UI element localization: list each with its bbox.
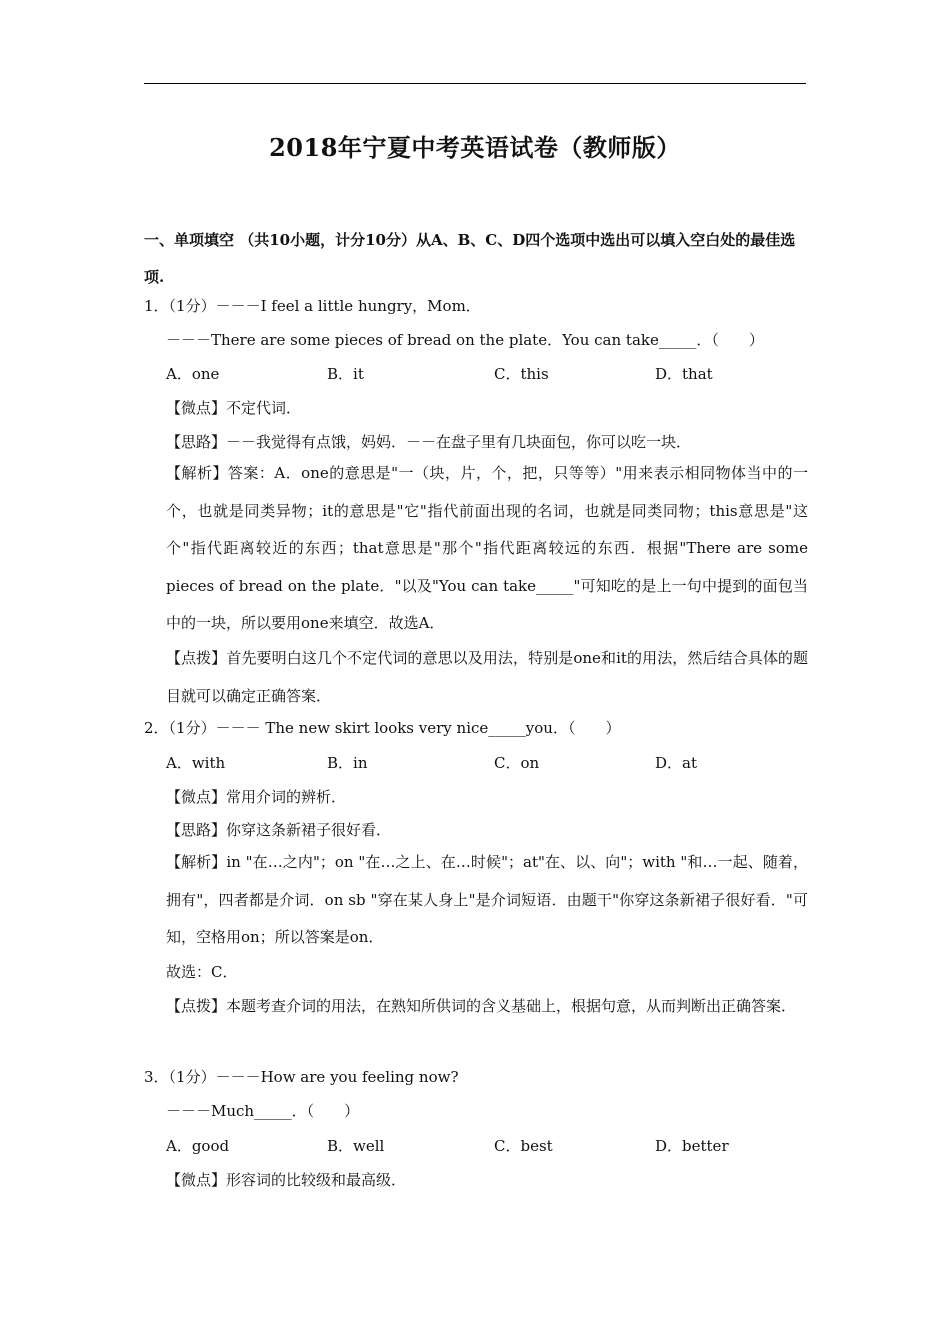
- question-2-dianbo: 【点拨】本题考查介词的用法，在熟知所供词的含义基础上，根据句意，从而判断出正确答案．: [166, 997, 797, 1015]
- question-2-option-b: B．in: [327, 754, 368, 772]
- question-1-option-c: C．this: [494, 365, 549, 383]
- question-3-option-d: D．better: [655, 1137, 729, 1155]
- question-2-jiexi: 【解析】in "在…之内"；on "在…之上、在…时候"；at"在、以、向"；with "和…一起、随着，拥有"，四者都是介词．on sb "穿在某人身上"是介词短语．由题干"你穿这条新裙子很好看．"可知，空格用on；所以答案是on．: [166, 853, 808, 946]
- question-1-weidian: 【微点】不定代词．: [166, 399, 302, 417]
- question-1-stem: 1．（1分）－－－I feel a little hungry，Mom．: [144, 297, 481, 315]
- question-2-silu: 【思路】你穿这条新裙子很好看．: [166, 821, 392, 839]
- question-3-option-a: A．good: [166, 1137, 230, 1155]
- question-2-stem: 2．（1分）－－－ The new skirt looks very nice_____you．（ ）: [144, 719, 621, 737]
- question-3-weidian: 【微点】形容词的比较级和最高级．: [166, 1171, 407, 1189]
- question-3-stem: 3．（1分）－－－How are you feeling now?: [144, 1068, 459, 1086]
- question-1-dianbo: 【点拨】首先要明白这几个不定代词的意思以及用法，特别是one和it的用法，然后结合具体的题目就可以确定正确答案．: [166, 649, 808, 705]
- question-3-option-b: B．well: [327, 1137, 385, 1155]
- question-3-stem-2: －－－Much_____．（ ）: [166, 1102, 360, 1120]
- section-heading: 一、单项填空 （共10小题，计分10分）从A、B、C、D四个选项中选出可以填入空白处的最佳选项.: [144, 231, 796, 286]
- document-title: 2018年宁夏中考英语试卷（教师版）: [269, 133, 681, 162]
- question-2-option-d: D．at: [655, 754, 697, 772]
- question-1-stem-2: －－－There are some pieces of bread on the plate．You can take_____．（ ）: [166, 331, 764, 349]
- question-1-option-a: A．one: [166, 365, 220, 383]
- question-1-option-b: B．it: [327, 365, 364, 383]
- question-2-weidian: 【微点】常用介词的辨析．: [166, 788, 347, 806]
- question-2-answer: 故选：C．: [166, 963, 238, 981]
- question-2-option-a: A．with: [166, 754, 226, 772]
- question-1-option-d: D．that: [655, 365, 713, 383]
- question-3-option-c: C．best: [494, 1137, 553, 1155]
- question-2-option-c: C．on: [494, 754, 540, 772]
- header-rule: [144, 83, 806, 84]
- question-1-jiexi: 【解析】答案：A．one的意思是"一（块，片，个，把，只等等）"用来表示相同物体当中的一个，也就是同类异物；it的意思是"它"指代前面出现的名词，也就是同类同物；this意思是"这个"指代距离较近的东西；that意思是"那个"指代距离较远的东西．根据"There are some pieces of bread on the plate．"以及"You can take_____"可知吃的是上一句中提到的面包当中的一块，所以要用one来填空．故选A．: [166, 464, 808, 632]
- question-1-silu: 【思路】－－我觉得有点饿，妈妈．－－在盘子里有几块面包，你可以吃一块．: [166, 433, 692, 451]
